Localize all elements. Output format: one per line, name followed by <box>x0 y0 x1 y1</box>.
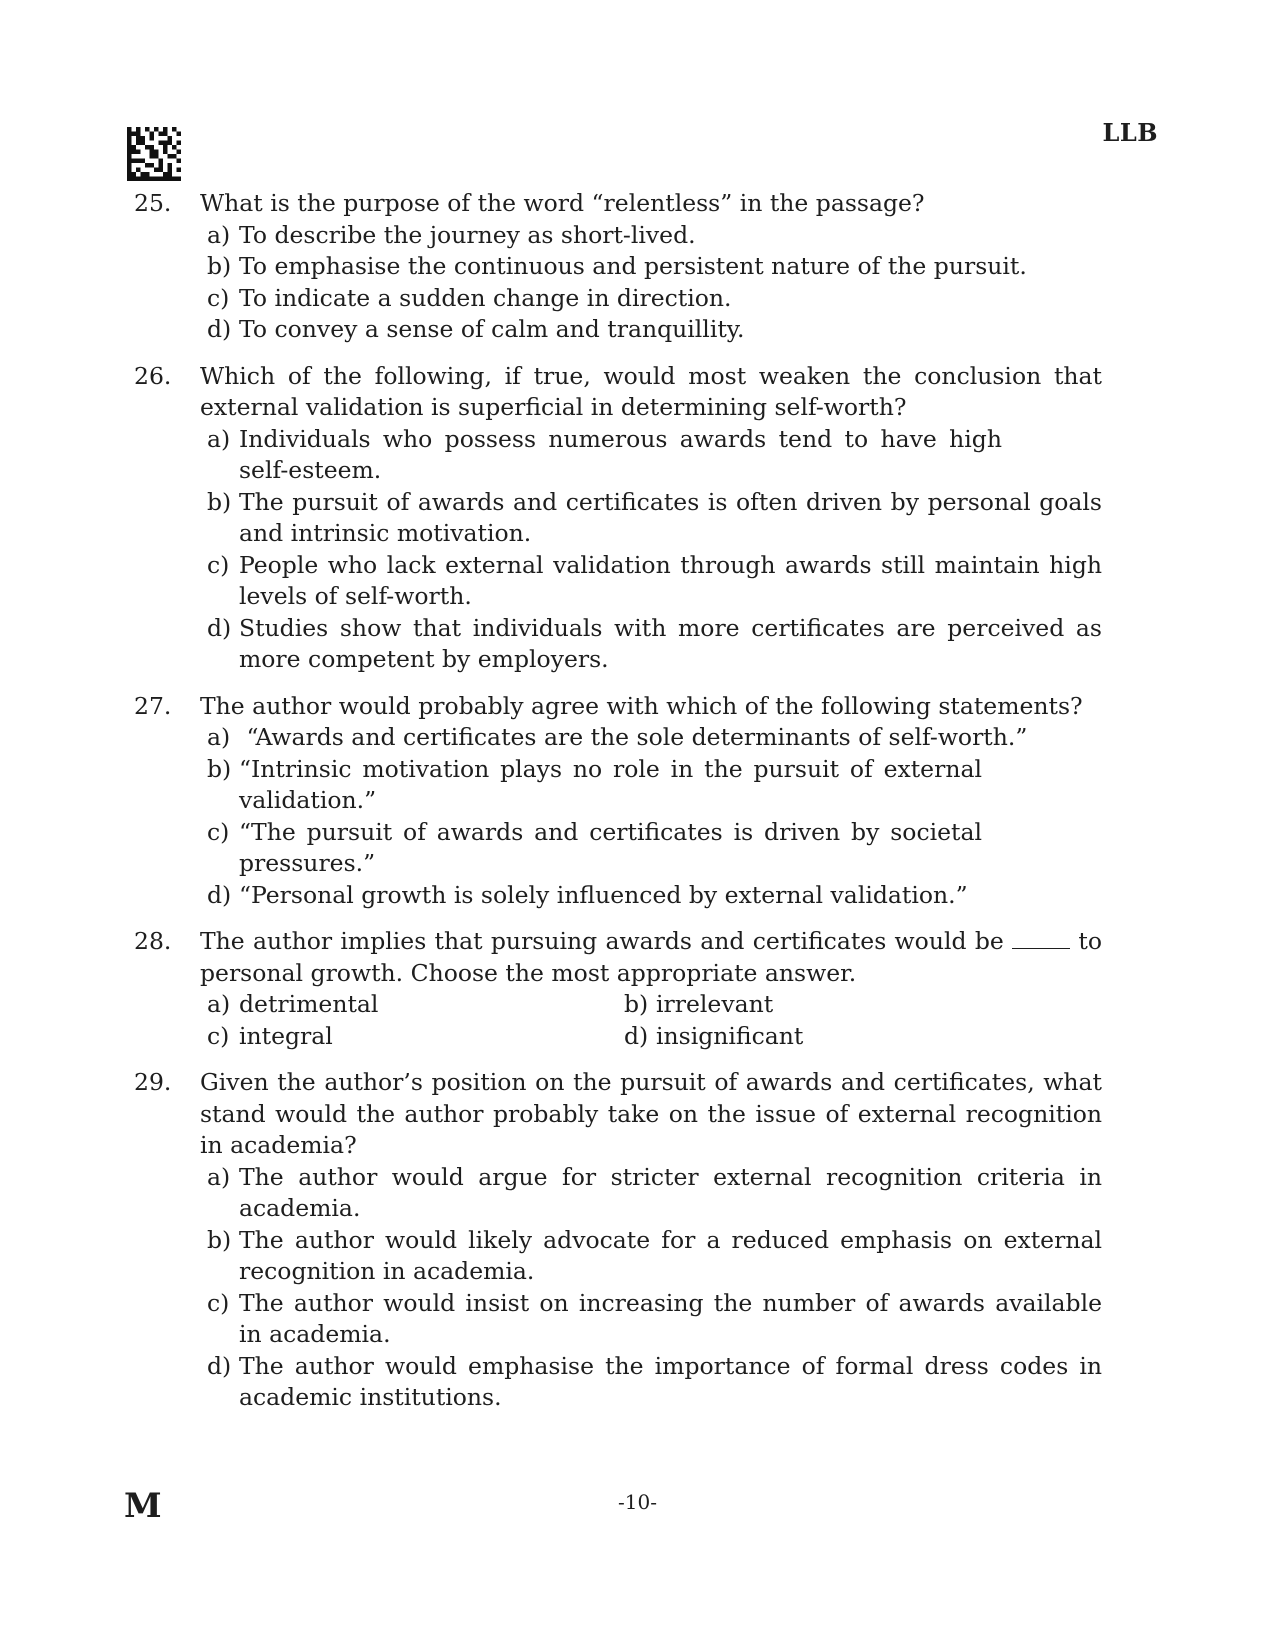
options <box>207 424 1102 676</box>
option <box>207 251 1102 283</box>
question-text-part: to personal growth. Choose the most appropriate answer. <box>200 927 1102 987</box>
question-number: 27. <box>134 691 172 720</box>
option-text: “Intrinsic motivation plays no role in the pursuit of external validation.” <box>239 754 982 814</box>
option-text: The author would emphasise the importance of formal dress codes in academic institutions. <box>239 1351 1102 1411</box>
option-text: The author would likely advocate for a reduced emphasis on external recognition in academia. <box>239 1225 1102 1285</box>
option <box>624 989 1102 1021</box>
option-text: To indicate a sudden change in direction. <box>239 283 732 312</box>
option-letter: d) <box>207 880 232 909</box>
options <box>207 722 1102 911</box>
option-text: insignificant <box>656 1021 804 1050</box>
option <box>207 424 1102 487</box>
paper-code: LLB <box>1102 118 1158 147</box>
question <box>134 1067 1102 1414</box>
option-text: irrelevant <box>656 990 774 1018</box>
option <box>207 283 1102 315</box>
option <box>207 487 1102 550</box>
option <box>207 314 1102 346</box>
options <box>207 1162 1102 1414</box>
option <box>207 1162 1102 1225</box>
question-text-part: The author implies that pursuing awards and certificates would be <box>200 927 1004 955</box>
option <box>207 1225 1102 1288</box>
question-text: Given the author’s position on the pursuit of awards and certificates, what stand would the author probably take on the issue of external recognition in academia? <box>200 1068 1102 1159</box>
option-letter: a) <box>207 723 231 751</box>
question-text: The author would probably agree with which of the following statements? <box>200 691 1083 720</box>
option <box>207 817 1102 880</box>
option-letter: c) <box>207 1021 230 1050</box>
question <box>134 361 1102 676</box>
question-text <box>200 926 1102 989</box>
option <box>207 550 1102 613</box>
option <box>207 1288 1102 1351</box>
option-text: “The pursuit of awards and certificates is driven by societal pressures.” <box>239 817 982 877</box>
option-text: To describe the journey as short-lived. <box>239 220 696 249</box>
option <box>207 1021 624 1053</box>
option-text: “Awards and certificates are the sole determinants of self-worth.” <box>239 723 1028 751</box>
question-number: 29. <box>134 1068 172 1096</box>
question <box>134 926 1102 1052</box>
option-text: detrimental <box>239 990 379 1018</box>
option-text: The author would insist on increasing the number of awards available in academia. <box>239 1288 1102 1348</box>
option-letter: c) <box>207 1288 230 1317</box>
option <box>207 880 1102 912</box>
option-letter: b) <box>207 754 232 783</box>
option <box>207 220 1102 252</box>
series-code: M <box>124 1486 162 1526</box>
option <box>207 754 1102 817</box>
question-number: 28. <box>134 927 172 955</box>
option-letter: d) <box>624 1021 649 1050</box>
option-text: “Personal growth is solely influenced by external validation.” <box>239 880 968 909</box>
option <box>207 1351 1102 1414</box>
question <box>134 188 1102 346</box>
option-letter: d) <box>207 613 232 642</box>
question-text: Which of the following, if true, would most weaken the conclusion that external validation is superficial in determining self-worth? <box>200 361 1102 421</box>
question-number: 26. <box>134 361 172 390</box>
option <box>207 722 1102 754</box>
options <box>207 220 1102 346</box>
option-text: To convey a sense of calm and tranquillity. <box>239 315 745 343</box>
question-text: What is the purpose of the word “relentless” in the passage? <box>200 189 925 217</box>
option-letter: b) <box>207 487 232 516</box>
option <box>207 613 1102 676</box>
option-letter: b) <box>207 252 232 280</box>
option-letter: a) <box>207 424 231 453</box>
option-letter: b) <box>207 1225 232 1254</box>
option-letter: b) <box>624 990 649 1018</box>
option-letter: c) <box>207 817 230 846</box>
option-letter: c) <box>207 283 230 312</box>
option-text: The pursuit of awards and certificates is often driven by personal goals and intrinsic motivation. <box>239 487 1102 547</box>
option-text: The author would argue for stricter external recognition criteria in academia. <box>239 1162 1102 1222</box>
option-letter: d) <box>207 315 232 343</box>
question <box>134 691 1102 912</box>
option-text: integral <box>239 1021 333 1050</box>
options <box>207 989 1102 1052</box>
option-text: Individuals who possess numerous awards tend to have high self-esteem. <box>239 424 1002 484</box>
question-number: 25. <box>134 189 172 217</box>
answer-blank <box>1012 930 1070 949</box>
option-letter: a) <box>207 1162 231 1191</box>
question-list <box>134 188 1102 1429</box>
option <box>624 1021 1102 1053</box>
option-text: To emphasise the continuous and persistent nature of the pursuit. <box>239 252 1027 280</box>
datamatrix-barcode <box>127 127 181 181</box>
option-letter: a) <box>207 990 231 1018</box>
page-number: -10- <box>618 1490 657 1514</box>
option-letter: c) <box>207 550 230 579</box>
option-text: Studies show that individuals with more certificates are perceived as more competent by employers. <box>239 613 1102 673</box>
option <box>207 989 624 1021</box>
option-text: People who lack external validation through awards still maintain high levels of self-worth. <box>239 550 1102 610</box>
option-letter: a) <box>207 220 231 249</box>
option-letter: d) <box>207 1351 232 1380</box>
